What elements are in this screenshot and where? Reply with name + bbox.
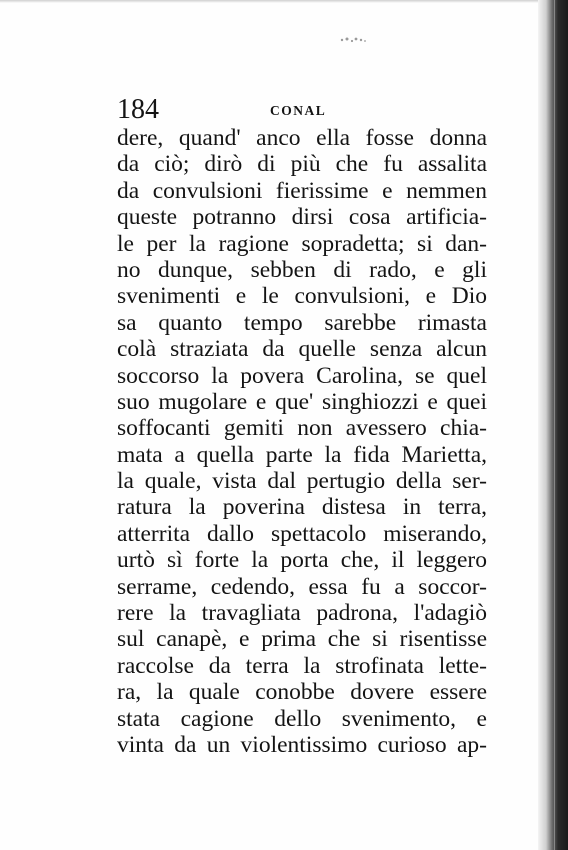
text-line: no dunque, sebben di rado, e gli (117, 256, 487, 283)
text-line: le per la ragione sopradetta; si dan- (117, 230, 487, 257)
text-line: stata cagione dello svenimento, e (117, 705, 487, 732)
text-line: atterrita dallo spettacolo miserando, (117, 520, 487, 547)
page-top-edge (0, 0, 540, 3)
ink-smudge-ornament (338, 34, 368, 46)
text-line: soccorso la povera Carolina, se quel (117, 362, 487, 389)
text-line: da convulsioni fierissime e nemmen (117, 177, 487, 204)
text-line: raccolse da terra la strofinata lette- (117, 652, 487, 679)
running-head: CONAL (270, 103, 327, 118)
text-line: urtò sì forte la porta che, il leggero (117, 547, 487, 574)
page-header (117, 92, 489, 128)
text-line: soffocanti gemiti non avessero chia- (117, 415, 487, 442)
text-line: dere, quand' anco ella fosse donna (117, 125, 487, 151)
text-line: da ciò; dirò di più che fu assalita (117, 151, 487, 178)
text-line: vinta da un violentissimo curioso ap- (117, 731, 487, 758)
body-text (117, 125, 487, 758)
page-number: 184 (117, 94, 159, 125)
text-line: queste potranno dirsi cosa artificia- (117, 204, 487, 231)
text-line: la quale, vista dal pertugio della ser- (117, 468, 487, 495)
text-line: rere la travagliata padrona, l'adagiò (117, 600, 487, 627)
text-line: mata a quella parte la fida Marietta, (117, 441, 487, 468)
text-line: colà straziata da quelle senza alcun (117, 336, 487, 363)
book-spine-edge (538, 0, 568, 850)
text-line: serrame, cedendo, essa fu a soccor- (117, 573, 487, 600)
text-line: sa quanto tempo sarebbe rimasta (117, 309, 487, 336)
text-line: ra, la quale conobbe dovere essere (117, 679, 487, 706)
text-line: sul canapè, e prima che si risentisse (117, 626, 487, 653)
text-line: ratura la poverina distesa in terra, (117, 494, 487, 521)
text-line: suo mugolare e que' singhiozzi e quei (117, 388, 487, 415)
text-line: svenimenti e le convulsioni, e Dio (117, 283, 487, 310)
